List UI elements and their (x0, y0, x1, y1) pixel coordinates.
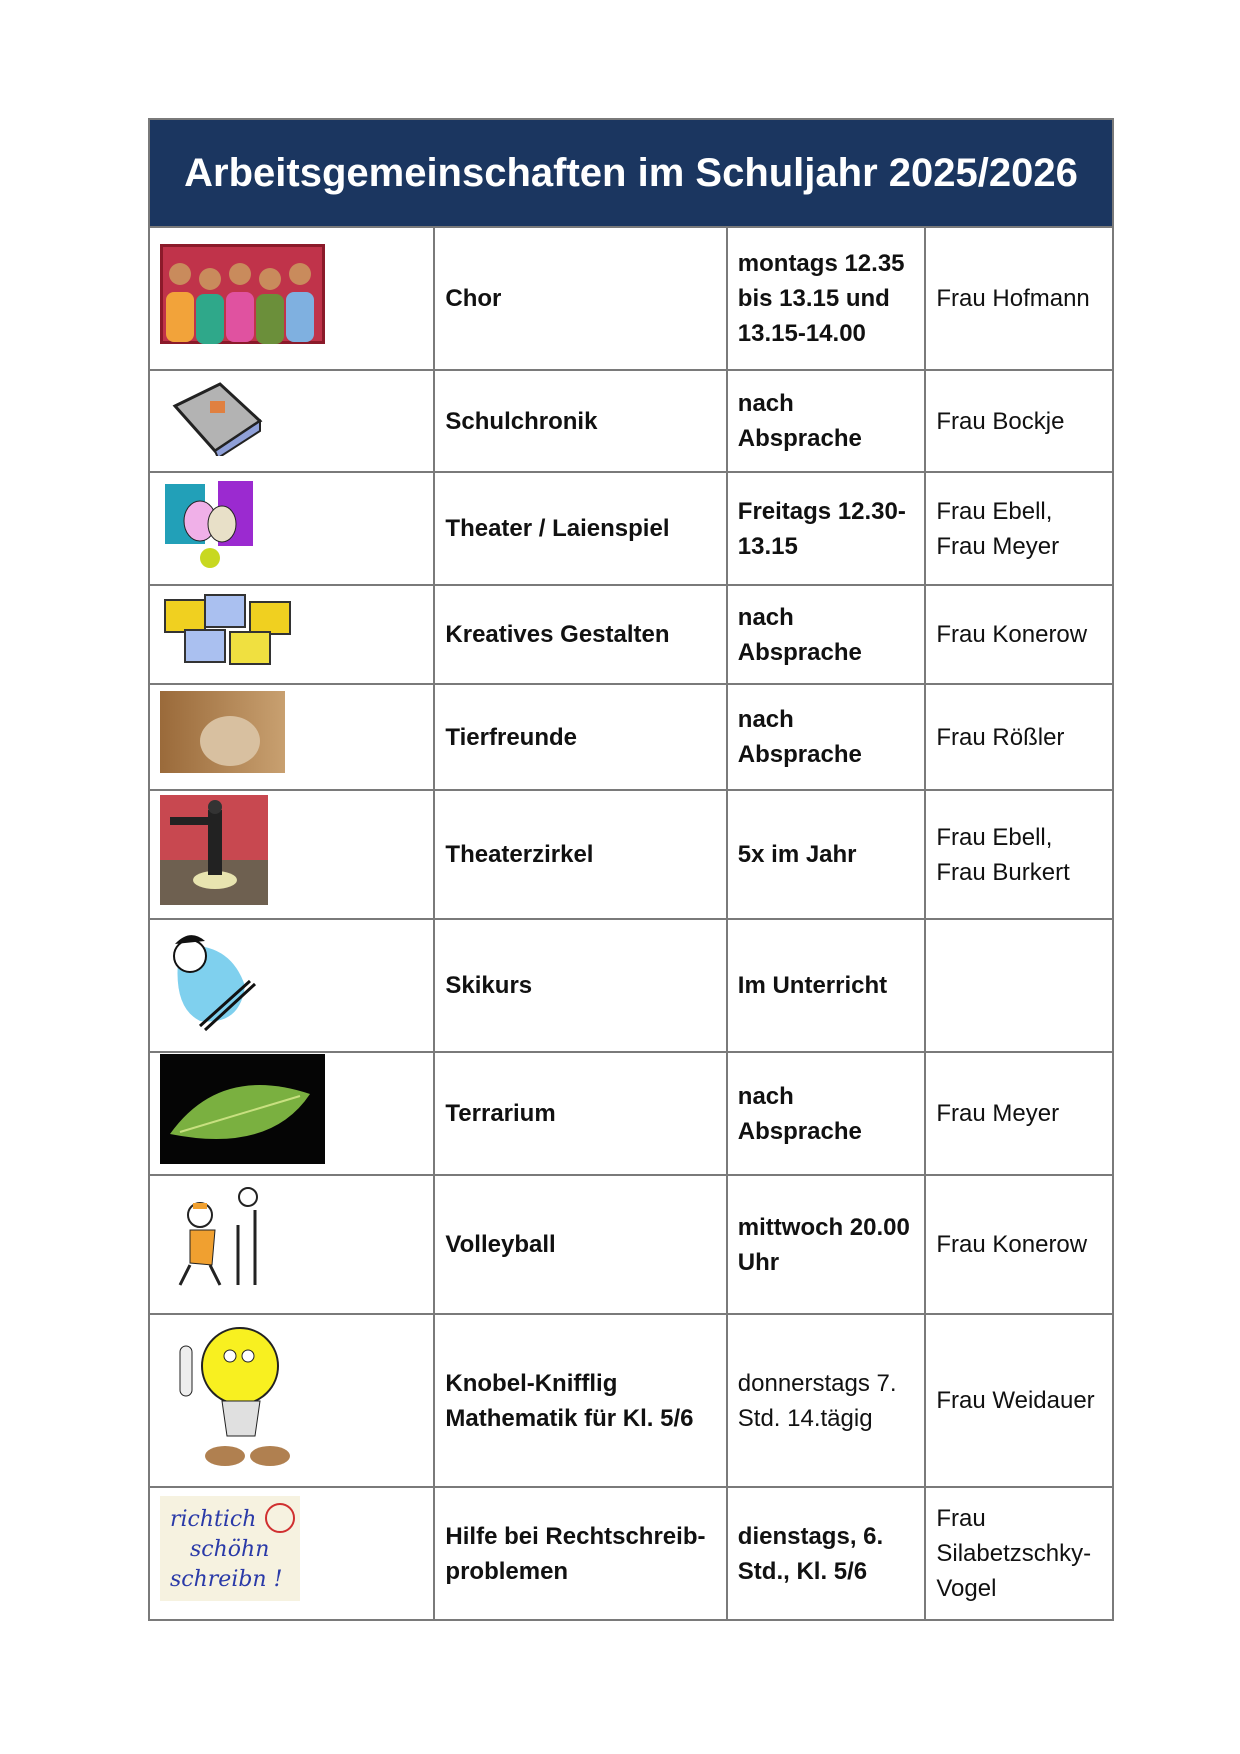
ag-name: Terrarium (433, 1053, 725, 1174)
picture-cell (150, 473, 433, 584)
volleyball-player-picture-icon (160, 1185, 270, 1305)
table-row (150, 918, 1112, 1051)
ag-name: Knobel-Knifflig Mathematik für Kl. 5/6 (433, 1315, 725, 1486)
leaf-insect-picture-icon (160, 1054, 325, 1174)
choir-picture-icon (160, 244, 325, 354)
stage-performer-picture-icon (160, 795, 268, 915)
ag-teacher: Frau Weidauer (924, 1315, 1112, 1486)
ag-time: nach Absprache (726, 371, 925, 471)
ag-teacher: Frau Silabetzschky-Vogel (924, 1488, 1112, 1619)
ag-name: Tierfreunde (433, 685, 725, 789)
book-picture-icon (160, 376, 270, 466)
theater-masks-picture-icon (160, 476, 260, 581)
ag-time: dienstags, 6. Std., Kl. 5/6 (726, 1488, 925, 1619)
table-row (150, 584, 1112, 683)
ag-name: Theaterzirkel (433, 791, 725, 918)
ag-time: Freitags 12.30-13.15 (726, 473, 925, 584)
ag-time: nach Absprache (726, 1053, 925, 1174)
table-row (150, 789, 1112, 918)
ag-teacher: Frau Rößler (924, 685, 1112, 789)
dog-cat-picture-icon (160, 691, 285, 783)
picture-cell (150, 371, 433, 471)
table-row (150, 471, 1112, 584)
ag-teacher: Frau Ebell, Frau Burkert (924, 791, 1112, 918)
ag-name: Volleyball (433, 1176, 725, 1313)
svg-text:richtich: richtich (170, 1507, 257, 1532)
skier-picture-icon (160, 926, 260, 1046)
table-row (150, 1313, 1112, 1486)
svg-text:schreibn !: schreibn ! (170, 1567, 283, 1592)
ag-time: mittwoch 20.00 Uhr (726, 1176, 925, 1313)
table-row (150, 226, 1112, 369)
table-row (150, 369, 1112, 471)
ag-time: 5x im Jahr (726, 791, 925, 918)
ag-teacher: Frau Bockje (924, 371, 1112, 471)
ag-time: donnerstags 7. Std. 14.tägig (726, 1315, 925, 1486)
picture-cell (150, 1488, 433, 1619)
ag-name: Skikurs (433, 920, 725, 1051)
ag-teacher: Frau Meyer (924, 1053, 1112, 1174)
ag-time: nach Absprache (726, 685, 925, 789)
table-row (150, 683, 1112, 789)
ag-time: nach Absprache (726, 586, 925, 683)
ag-name: Hilfe bei Rechtschreib-problemen (433, 1488, 725, 1619)
books-picture-icon (160, 590, 300, 680)
picture-cell (150, 586, 433, 683)
table-row (150, 1174, 1112, 1313)
ag-teacher: Frau Ebell, Frau Meyer (924, 473, 1112, 584)
lightbulb-picture-icon (160, 1321, 305, 1481)
picture-cell (150, 920, 433, 1051)
ag-teacher: Frau Konerow (924, 586, 1112, 683)
ag-time: Im Unterricht (726, 920, 925, 1051)
picture-cell (150, 1053, 433, 1174)
ag-name: Theater / Laienspiel (433, 473, 725, 584)
picture-cell (150, 1315, 433, 1486)
table-row (150, 1051, 1112, 1174)
picture-cell (150, 1176, 433, 1313)
picture-cell (150, 228, 433, 369)
ag-name: Schulchronik (433, 371, 725, 471)
ag-time: montags 12.35 bis 13.15 und 13.15-14.00 (726, 228, 925, 369)
ag-name: Kreatives Gestalten (433, 586, 725, 683)
ag-teacher: Frau Hofmann (924, 228, 1112, 369)
ag-teacher (924, 920, 1112, 1051)
ag-teacher: Frau Konerow (924, 1176, 1112, 1313)
ag-name: Chor (433, 228, 725, 369)
handwriting-picture-icon (160, 1496, 300, 1611)
table-row (150, 1486, 1112, 1619)
picture-cell (150, 685, 433, 789)
picture-cell (150, 791, 433, 918)
page-title: Arbeitsgemeinschaften im Schuljahr 2025/2026 (150, 120, 1112, 226)
ag-table (148, 118, 1114, 1621)
svg-text:schöhn: schöhn (190, 1537, 270, 1562)
